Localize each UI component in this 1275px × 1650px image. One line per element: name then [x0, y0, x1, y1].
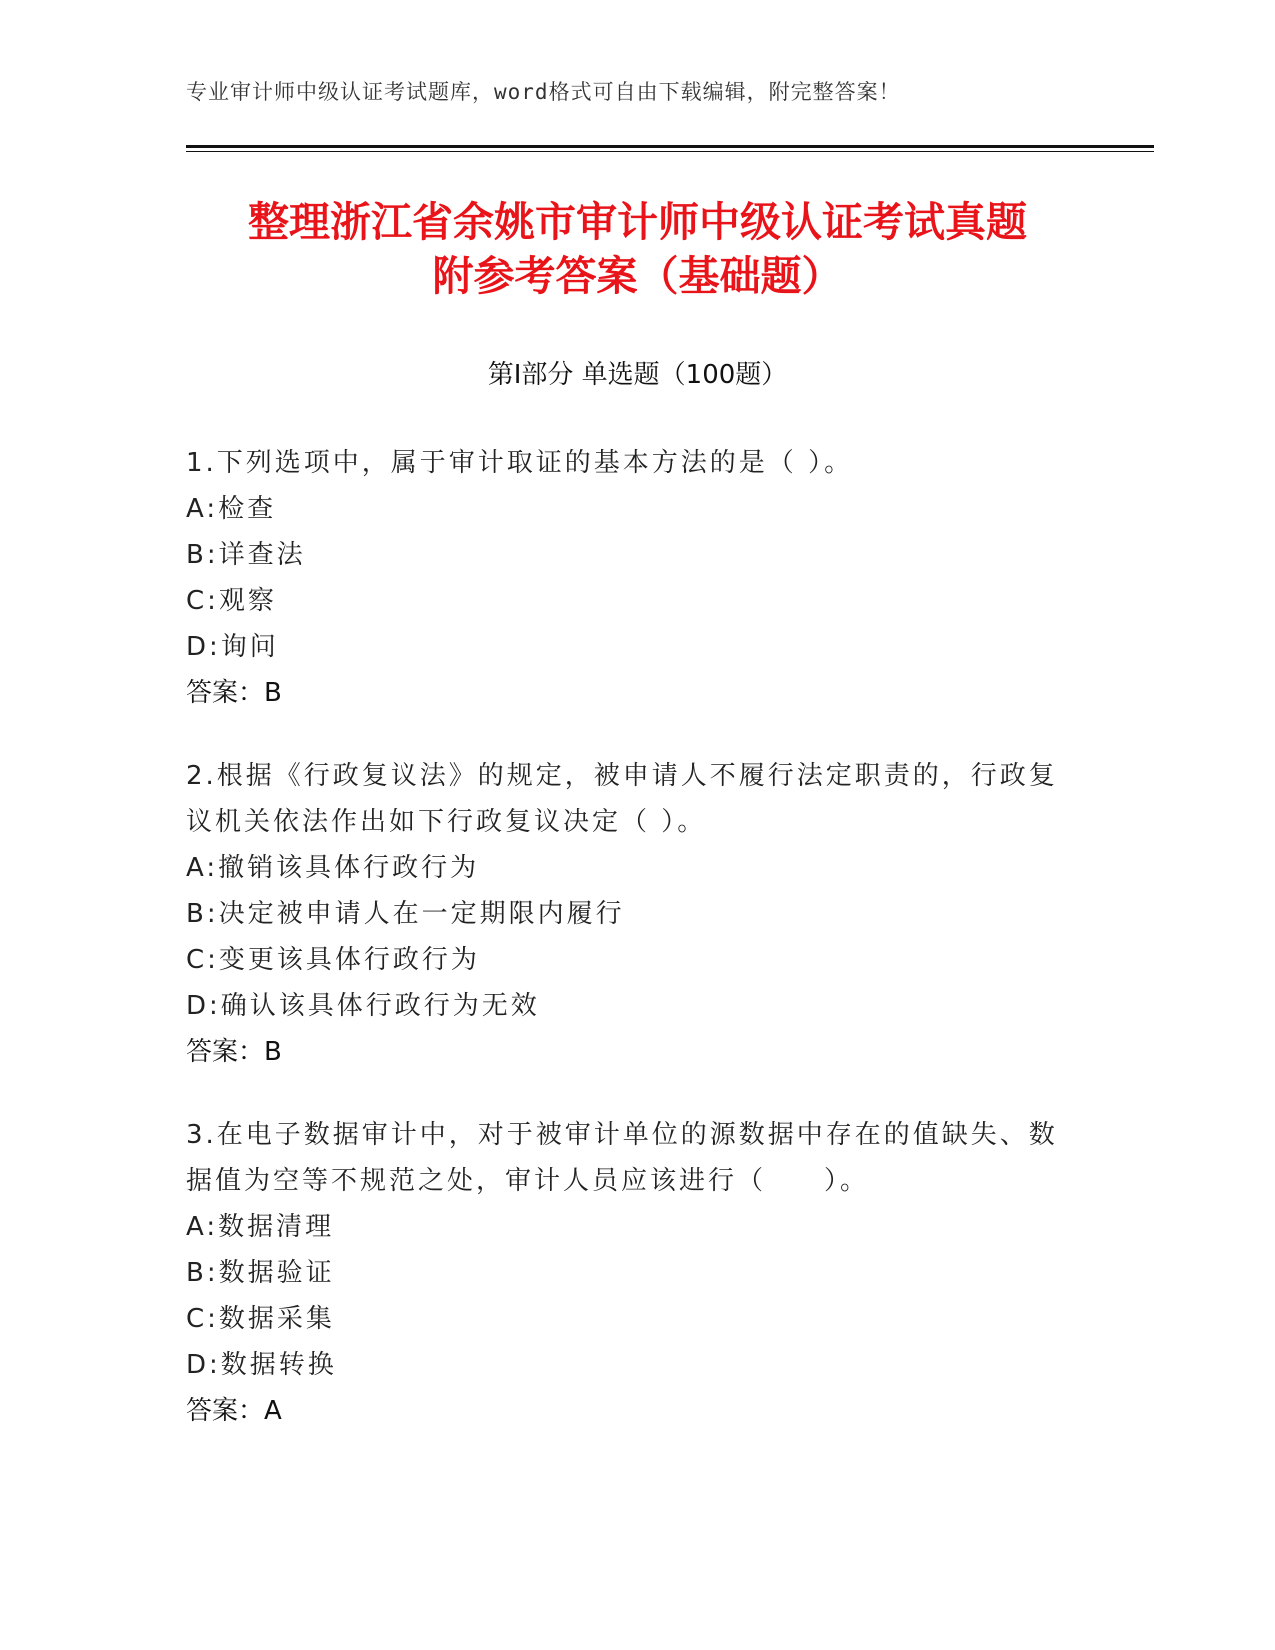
header-divider-thick [186, 145, 1154, 148]
document-title-line-1: 整理浙江省余姚市审计师中级认证考试真题 [248, 198, 1027, 246]
section-title: 第Ⅰ部分 单选题（100题） [487, 360, 788, 390]
option-b: B:决定被申请人在一定期限内履行 [186, 899, 625, 929]
option-a: A:检查 [186, 494, 277, 524]
option-c: C:观察 [186, 586, 277, 616]
question-stem: 2.根据《行政复议法》的规定，被申请人不履行法定职责的，行政复议机关依法作出如下行政复议决定（ ）。 [186, 761, 1058, 837]
question-stem: 3.在电子数据审计中，对于被审计单位的源数据中存在的值缺失、数据值为空等不规范之处，审计人员应该进行（ ）。 [186, 1120, 1058, 1196]
option-c: C:数据采集 [186, 1304, 335, 1334]
question-list [186, 440, 1076, 1471]
question-1 [186, 440, 1076, 716]
question-stem: 1.下列选项中，属于审计取证的基本方法的是（ ）。 [186, 448, 854, 478]
answer: 答案：B [186, 678, 282, 708]
option-b: B:详查法 [186, 540, 306, 570]
option-a: A:数据清理 [186, 1212, 335, 1242]
option-d: D:询问 [186, 632, 279, 662]
option-b: B:数据验证 [186, 1258, 335, 1288]
question-3 [186, 1112, 1076, 1434]
page-header-tagline: 专业审计师中级认证考试题库，word格式可自由下载编辑，附完整答案！ [186, 80, 901, 104]
answer: 答案：A [186, 1396, 282, 1426]
question-2 [186, 753, 1076, 1075]
option-a: A:撤销该具体行政行为 [186, 853, 480, 883]
document-title [186, 195, 1089, 303]
option-d: D:数据转换 [186, 1350, 337, 1380]
document-title-line-2: 附参考答案（基础题） [432, 252, 843, 300]
option-d: D:确认该具体行政行为无效 [186, 991, 540, 1021]
header-divider-thin [186, 151, 1154, 152]
option-c: C:变更该具体行政行为 [186, 945, 480, 975]
answer: 答案：B [186, 1037, 282, 1067]
